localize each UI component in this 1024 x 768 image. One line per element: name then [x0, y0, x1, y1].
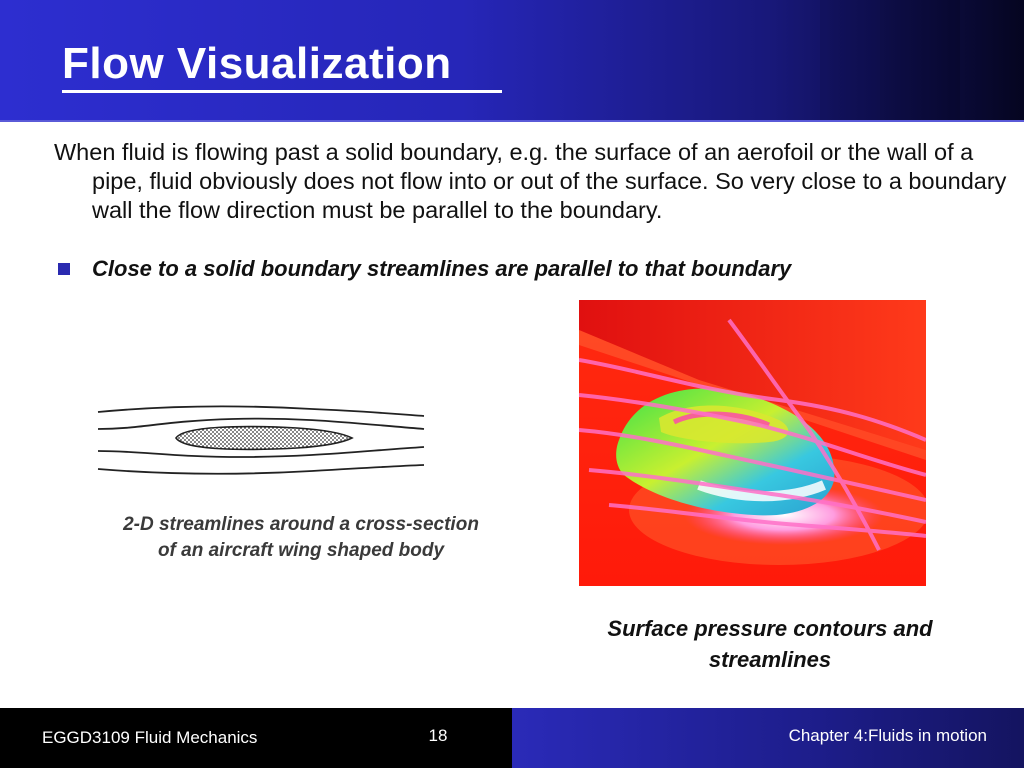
- wing-streamline-diagram: [92, 395, 432, 485]
- caption-line: of an aircraft wing shaped body: [157, 540, 445, 561]
- car-figure-caption: Surface pressure contours and streamlines: [607, 616, 933, 672]
- bullet-text: Close to a solid boundary streamlines are parallel to that boundary: [92, 256, 792, 281]
- title-underline: [62, 90, 502, 93]
- streamline: [98, 406, 424, 416]
- header-divider: [0, 120, 1024, 122]
- wing-figure-caption: [86, 512, 516, 564]
- wing-section-shape: [176, 427, 352, 450]
- caption-line: 2-D streamlines around a cross-section: [123, 514, 479, 535]
- intro-paragraph: When fluid is flowing past a solid boundary, e.g. the surface of an aerofoil or the wall of a pipe, fluid obviously does not flow into or out of the surface. So very close to a boundary wall the flow direction must be parallel to the boundary.: [54, 139, 1007, 223]
- chapter-label: Chapter 4:Fluids in motion: [788, 726, 987, 745]
- course-name: EGGD3109 Fluid Mechanics: [42, 728, 258, 747]
- square-bullet-icon: [58, 263, 70, 275]
- car-pressure-contour-image: [579, 300, 926, 586]
- bullet-item: [58, 255, 998, 285]
- streamline: [98, 465, 424, 474]
- header-band: [820, 0, 880, 120]
- page-number: 18: [428, 726, 448, 745]
- header-band: [880, 0, 960, 120]
- slide-title: Flow Visualization: [62, 39, 452, 88]
